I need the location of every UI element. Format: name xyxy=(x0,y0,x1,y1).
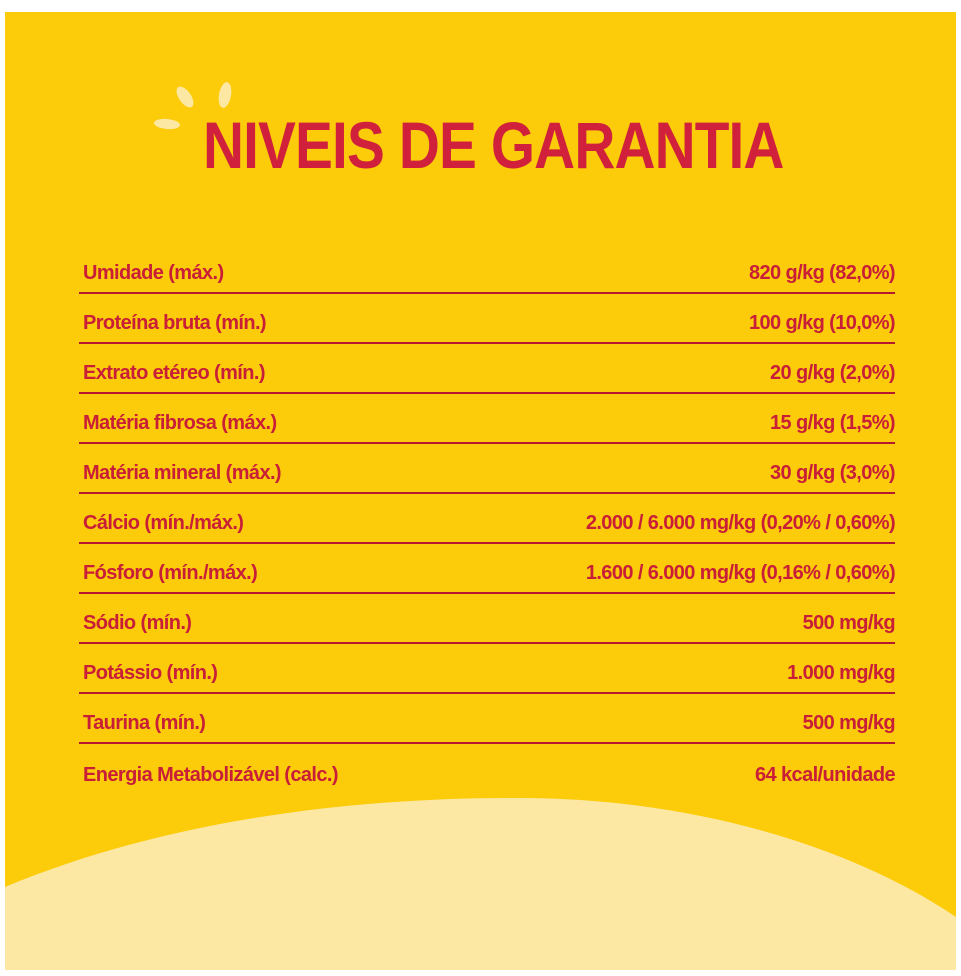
nutrient-label: Cálcio (mín./máx.) xyxy=(83,512,244,534)
nutrient-value: 30 g/kg (3,0%) xyxy=(770,462,895,484)
nutrient-value: 500 mg/kg xyxy=(802,712,895,734)
nutrient-label: Matéria mineral (máx.) xyxy=(83,462,281,484)
table-row xyxy=(79,644,895,694)
table-row xyxy=(79,294,895,344)
table-row xyxy=(79,544,895,594)
guarantee-panel xyxy=(5,12,956,970)
table-row xyxy=(79,344,895,394)
table-row xyxy=(79,494,895,544)
nutrient-label: Proteína bruta (mín.) xyxy=(83,312,266,334)
nutrient-label: Sódio (mín.) xyxy=(83,612,192,634)
nutrient-value: 20 g/kg (2,0%) xyxy=(770,362,895,384)
nutrient-label: Umidade (máx.) xyxy=(83,262,224,284)
table-row xyxy=(79,694,895,744)
nutrient-label: Potássio (mín.) xyxy=(83,662,218,684)
table-row xyxy=(79,444,895,494)
table-row xyxy=(79,594,895,644)
guarantee-table xyxy=(79,244,895,794)
table-row xyxy=(79,394,895,444)
page-title: NIVEIS DE GARANTIA xyxy=(203,108,784,182)
nutrient-value: 1.600 / 6.000 mg/kg (0,16% / 0,60%) xyxy=(585,562,895,584)
nutrient-label: Energia Metabolizável (calc.) xyxy=(83,764,338,786)
nutrient-label: Taurina (mín.) xyxy=(83,712,206,734)
table-row xyxy=(79,744,895,794)
nutrient-value: 500 mg/kg xyxy=(802,612,895,634)
nutrient-value: 1.000 mg/kg xyxy=(787,662,895,684)
nutrient-label: Extrato etéreo (mín.) xyxy=(83,362,265,384)
nutrient-label: Matéria fibrosa (máx.) xyxy=(83,412,277,434)
nutrient-value: 100 g/kg (10,0%) xyxy=(748,312,895,334)
nutrient-value: 64 kcal/unidade xyxy=(755,764,895,786)
nutrient-label: Fósforo (mín./máx.) xyxy=(83,562,258,584)
table-row xyxy=(79,244,895,294)
nutrient-value: 15 g/kg (1,5%) xyxy=(770,412,895,434)
nutrient-value: 2.000 / 6.000 mg/kg (0,20% / 0,60%) xyxy=(585,512,895,534)
nutrient-value: 820 g/kg (82,0%) xyxy=(748,262,895,284)
